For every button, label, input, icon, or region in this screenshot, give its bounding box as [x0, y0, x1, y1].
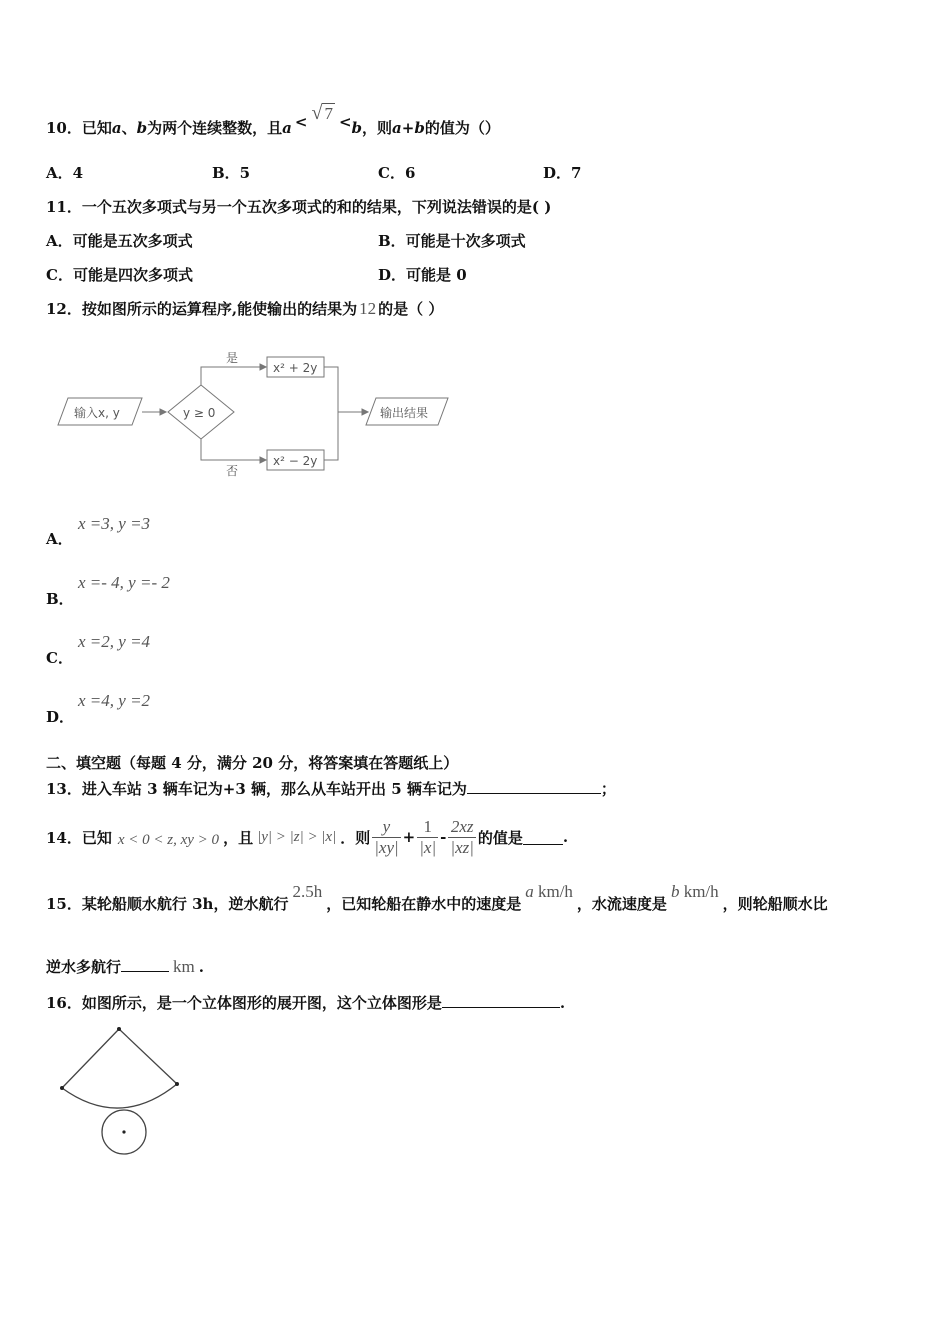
apex-point — [117, 1027, 121, 1031]
fraction-3: $\frac{2xz}{|xz|}$ — [450, 816, 474, 857]
arrowhead-icon — [260, 457, 266, 463]
arc-end-left-point — [60, 1086, 64, 1090]
merge-line — [324, 367, 338, 460]
q12-option-b-label[interactable]: B． — [46, 590, 74, 608]
flow-output-label: 输出结果 — [380, 406, 429, 420]
sqrt-seven: √ 7 — [311, 102, 333, 124]
q12-option-c-label[interactable]: C． — [46, 649, 73, 667]
sector-arc — [62, 1084, 177, 1108]
q12-option-b-expr: x =- 4, y =- 2 — [78, 573, 170, 592]
fraction-1: $\frac{y}{|xy|}$ — [374, 816, 399, 857]
sector-right-edge — [119, 1029, 177, 1084]
q10-option-c[interactable]: C．6 — [378, 164, 416, 182]
flow-condition-label: y ≥ 0 — [183, 406, 216, 420]
fraction-2: $\frac{1}{|x|}$ — [419, 816, 437, 857]
q12-option-c-expr: x =2, y =4 — [78, 632, 151, 651]
flow-no-label: 否 — [226, 464, 239, 478]
flow-input-label: 输入x, y — [74, 406, 120, 420]
q14-answer-blank[interactable] — [523, 830, 563, 845]
q12-option-a-expr: x =3, y =3 — [78, 514, 151, 533]
q14-stem: 14．已知 x < 0 < z, xy > 0 ，且 |y| > |z| > |x| ．则 $\frac{y}{|xy|}$ + $\frac{1}{|x|}$ - $\frac{2xz}{|xz|}$ 的值是 . — [46, 816, 569, 857]
q12-flowchart — [50, 345, 460, 480]
q15-stem: 15．某轮船顺水航行 3h，逆水航行2.5h，已知轮船在静水中的速度是a km/h，水流速度是b km/h，则轮船顺水比 — [46, 882, 828, 913]
arc-end-right-point — [175, 1082, 179, 1086]
q15-answer-blank[interactable] — [121, 957, 169, 972]
q10-option-a[interactable]: A．4 — [46, 164, 84, 182]
section2-heading: 二、填空题（每题 4 分，满分 20 分，将答案填在答题纸上） — [46, 754, 459, 772]
q12-option-a-label[interactable]: A． — [46, 530, 73, 548]
q11-stem: 11．一个五次多项式与另一个五次多项式的和的结果，下列说法错误的是( ) — [46, 198, 552, 216]
q13-stem: 13．进入车站 3 辆车记为+3 辆，那么从车站开出 5 辆车记为 ； — [46, 780, 616, 798]
q10-option-b[interactable]: B．5 — [212, 164, 251, 182]
arrowhead-icon — [362, 409, 368, 415]
speed-b: b km/h — [670, 882, 719, 901]
q11-option-a[interactable]: A．可能是五次多项式 — [46, 232, 193, 250]
q16-answer-blank[interactable] — [442, 993, 560, 1008]
flow-bottom-expression: x² − 2y — [273, 454, 318, 468]
q11-option-b[interactable]: B．可能是十次多项式 — [378, 232, 526, 250]
q12-option-d-expr: x =4, y =2 — [78, 691, 151, 710]
flow-yes-label: 是 — [226, 351, 239, 365]
circle-center-point — [122, 1130, 125, 1133]
q10-stem: 10．已知a、b为两个连续整数，且a < √ 7 <b，则a+b的值为（） — [46, 102, 500, 137]
q15-line2: 逆水多航行 km . — [46, 957, 204, 976]
arrowhead-icon — [160, 409, 166, 415]
sector-left-edge — [62, 1029, 119, 1088]
q12-option-d-label[interactable]: D． — [46, 708, 75, 726]
q10-option-d[interactable]: D．7 — [543, 164, 582, 182]
q13-answer-blank[interactable] — [467, 779, 601, 794]
yes-branch-line — [201, 367, 266, 385]
q16-stem: 16．如图所示，是一个立体图形的展开图，这个立体图形是 . — [46, 994, 566, 1012]
arrowhead-icon — [260, 364, 266, 370]
speed-a: a km/h — [525, 882, 573, 901]
q12-stem: 12．按如图所示的运算程序,能使输出的结果为 12 的是（ ） — [46, 299, 444, 318]
cone-net-figure — [50, 1020, 190, 1160]
flow-top-expression: x² + 2y — [273, 361, 318, 375]
no-branch-line — [201, 439, 266, 460]
q11-option-c[interactable]: C．可能是四次多项式 — [46, 266, 193, 284]
q11-option-d[interactable]: D．可能是 0 — [378, 266, 467, 284]
